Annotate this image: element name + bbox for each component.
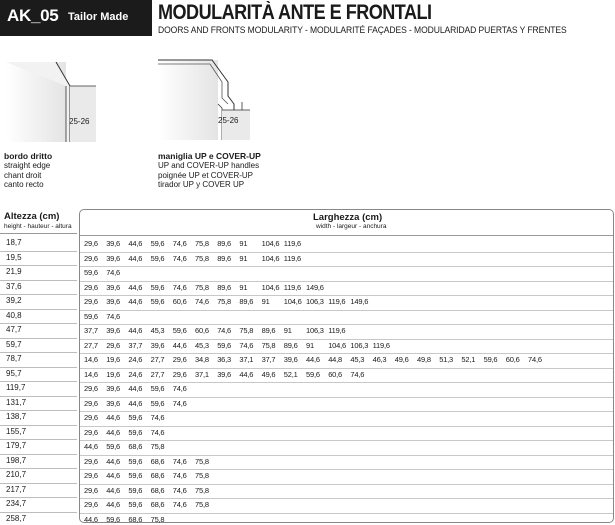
width-value: 44,6 — [106, 500, 120, 509]
width-value: 74,6 — [528, 355, 542, 364]
width-value: 49,6 — [261, 369, 276, 379]
width-value: 59,6 — [128, 413, 143, 422]
width-panel — [79, 209, 614, 523]
width-value: 24,6 — [128, 369, 143, 379]
width-value: 59,6 — [128, 427, 143, 437]
width-value: 44,6 — [128, 384, 143, 393]
width-value: 44,6 — [106, 485, 120, 495]
width-row-divider — [80, 455, 613, 456]
width-value: 149,6 — [350, 297, 369, 306]
width-value: 74,6 — [106, 311, 120, 321]
width-value: 60,6 — [505, 355, 520, 364]
width-value: 39,6 — [106, 253, 120, 263]
page-subtitle: DOORS AND FRONTS MODULARITY - MODULARITÉ FAÇADES - MODULARIDAD PUERTAS Y FRENTES — [158, 25, 567, 36]
width-row-divider — [80, 411, 613, 412]
width-value: 75,8 — [195, 239, 209, 248]
height-value: 210,7 — [6, 470, 27, 479]
width-value: 59,6 — [128, 471, 143, 480]
width-value: 74,6 — [195, 297, 209, 306]
width-value: 74,6 — [172, 253, 187, 263]
width-value: 39,6 — [106, 398, 120, 408]
width-value: 29,6 — [172, 355, 187, 364]
width-value: 39,6 — [106, 297, 120, 306]
width-value: 39,6 — [106, 239, 120, 248]
width-row-divider — [80, 310, 613, 311]
width-value: 149,6 — [306, 282, 324, 292]
height-value: 59,7 — [6, 339, 22, 349]
handle-profile-en: UP and COVER-UP handles — [158, 161, 260, 171]
width-value: 39,6 — [217, 369, 231, 379]
width-value: 29,6 — [106, 340, 120, 350]
width-value: 75,8 — [150, 442, 165, 451]
width-value: 39,6 — [283, 355, 298, 364]
handle-profile-fr: poignée UP et COVER-UP — [158, 170, 254, 180]
width-value: 29,6 — [84, 282, 98, 292]
width-value: 27,7 — [150, 355, 165, 364]
width-value: 19,6 — [106, 355, 120, 364]
width-row-divider — [80, 440, 613, 441]
height-value: 37,6 — [6, 281, 22, 291]
height-value: 198,7 — [6, 455, 27, 465]
height-value: 258,7 — [6, 513, 27, 523]
width-value: 60,6 — [172, 297, 187, 306]
width-row-divider — [80, 324, 613, 325]
width-value: 106,3 — [350, 340, 369, 350]
height-value: 138,7 — [6, 412, 27, 421]
width-value: 27,7 — [150, 369, 165, 379]
width-value: 29,6 — [84, 500, 98, 509]
width-value: 44,6 — [84, 514, 98, 524]
handle-profile-dimension: 25-26 — [218, 116, 239, 125]
width-value: 52,1 — [461, 355, 476, 364]
width-value: 44,6 — [128, 398, 143, 408]
height-row-divider — [0, 280, 77, 281]
width-value: 29,6 — [84, 456, 98, 466]
width-value: 75,8 — [195, 500, 209, 509]
width-value: 39,6 — [150, 340, 165, 350]
width-value: 59,6 — [217, 340, 231, 350]
width-value: 119,6 — [328, 297, 346, 306]
width-value: 44,6 — [239, 369, 254, 379]
handle-profile-drawing — [156, 54, 254, 144]
width-value: 74,6 — [172, 398, 187, 408]
height-subtitle: height - hauteur - altura — [4, 223, 72, 230]
width-value: 106,3 — [306, 326, 324, 335]
width-value: 59,6 — [150, 282, 165, 292]
width-value: 39,6 — [106, 326, 120, 335]
width-value: 74,6 — [172, 456, 187, 466]
width-header-divider — [80, 235, 613, 236]
width-value: 37,7 — [84, 326, 98, 335]
width-value: 59,6 — [172, 326, 187, 335]
height-value: 21,9 — [6, 267, 22, 276]
width-value: 75,8 — [195, 485, 209, 495]
width-value: 29,6 — [84, 384, 98, 393]
height-row-divider — [0, 309, 77, 310]
width-value: 29,6 — [84, 297, 98, 306]
width-value: 59,6 — [84, 268, 98, 277]
straight-edge-figure — [4, 56, 100, 144]
width-value: 104,6 — [328, 340, 346, 350]
width-value: 59,6 — [150, 398, 165, 408]
width-value: 59,6 — [150, 297, 165, 306]
width-value: 37,7 — [261, 355, 276, 364]
straight-edge-title: bordo dritto — [4, 151, 53, 161]
width-value: 89,6 — [217, 253, 231, 263]
height-value: 217,7 — [6, 484, 27, 494]
width-row-divider — [80, 266, 613, 267]
width-value: 104,6 — [261, 282, 280, 292]
width-value: 119,6 — [372, 340, 390, 350]
height-row-divider — [0, 396, 77, 397]
width-value: 39,6 — [106, 384, 120, 393]
width-row-divider — [80, 397, 613, 398]
width-value: 51,3 — [439, 355, 453, 364]
width-value: 36,3 — [217, 355, 231, 364]
width-value: 74,6 — [172, 239, 187, 248]
width-value: 49,8 — [417, 355, 431, 364]
width-value: 91 — [239, 282, 248, 292]
width-value: 74,6 — [172, 500, 187, 509]
handle-profile-caption — [158, 152, 261, 190]
width-value: 59,6 — [150, 384, 165, 393]
width-value: 75,8 — [195, 456, 209, 466]
width-subtitle: width - largeur - anchura — [316, 223, 387, 230]
width-value: 59,6 — [150, 239, 165, 248]
height-row-divider — [0, 410, 77, 411]
width-value: 74,6 — [172, 471, 187, 480]
height-row-divider — [0, 497, 77, 498]
width-value: 45,3 — [195, 340, 209, 350]
height-value: 18,7 — [6, 238, 22, 247]
width-value: 74,6 — [150, 427, 165, 437]
straight-edge-dimension: 25-26 — [69, 117, 90, 126]
height-value: 39,2 — [6, 296, 22, 305]
width-value: 52,1 — [283, 369, 298, 379]
width-value: 29,6 — [172, 369, 187, 379]
width-value: 75,8 — [195, 282, 209, 292]
height-row-divider — [0, 265, 77, 266]
height-column — [0, 209, 77, 523]
width-value: 29,6 — [84, 253, 98, 263]
width-row-divider — [80, 353, 613, 354]
width-value: 59,6 — [84, 311, 98, 321]
width-value: 29,6 — [84, 485, 98, 495]
height-row-divider — [0, 251, 77, 252]
width-value: 91 — [239, 253, 248, 263]
width-value: 89,6 — [283, 340, 298, 350]
height-header — [0, 209, 77, 234]
width-value: 46,3 — [372, 355, 387, 364]
width-value: 75,8 — [261, 340, 276, 350]
width-value: 74,6 — [350, 369, 365, 379]
width-value: 45,3 — [150, 326, 165, 335]
width-value: 74,6 — [172, 485, 187, 495]
width-value: 104,6 — [261, 239, 280, 248]
width-value: 44,6 — [128, 253, 143, 263]
width-value: 19,6 — [106, 369, 120, 379]
width-value: 44,6 — [84, 442, 98, 451]
width-value: 59,6 — [483, 355, 498, 364]
height-row-divider — [0, 483, 77, 484]
height-row-divider — [0, 439, 77, 440]
width-value: 45,3 — [350, 355, 365, 364]
width-value: 119,6 — [283, 239, 302, 248]
width-title: Larghezza (cm) — [313, 212, 383, 223]
height-row-divider — [0, 454, 77, 455]
width-row-divider — [80, 281, 613, 282]
width-value: 68,6 — [128, 514, 143, 524]
width-value: 59,6 — [306, 369, 320, 379]
width-row-divider — [80, 498, 613, 499]
width-value: 44,6 — [128, 297, 143, 306]
width-row-divider — [80, 469, 613, 470]
width-value: 68,6 — [128, 442, 143, 451]
width-value: 29,6 — [84, 471, 98, 480]
width-value: 24,6 — [128, 355, 143, 364]
width-value: 44,6 — [128, 282, 143, 292]
width-row-divider — [80, 295, 613, 296]
width-row — [80, 515, 613, 525]
width-value: 29,6 — [84, 427, 98, 437]
width-row-divider — [80, 252, 613, 253]
width-value: 44,6 — [172, 340, 187, 350]
width-value: 14,6 — [84, 369, 98, 379]
width-value: 37,1 — [195, 369, 209, 379]
series-code: AK_05 — [7, 6, 59, 25]
height-value: 119,7 — [6, 383, 26, 392]
modularity-table — [0, 209, 615, 523]
width-value: 37,7 — [128, 340, 143, 350]
height-row-divider — [0, 367, 77, 368]
width-value: 68,6 — [150, 456, 165, 466]
straight-edge-caption — [4, 152, 52, 190]
width-value: 44,8 — [328, 355, 342, 364]
width-value: 68,6 — [150, 500, 165, 509]
width-value: 59,6 — [128, 456, 143, 466]
height-value: 155,7 — [6, 426, 27, 436]
width-value: 44,6 — [106, 413, 120, 422]
straight-edge-drawing — [4, 56, 100, 144]
width-value: 119,6 — [283, 253, 302, 263]
width-value: 37,1 — [239, 355, 254, 364]
height-value: 95,7 — [6, 368, 22, 378]
height-row-divider — [0, 512, 77, 513]
height-value: 131,7 — [6, 397, 27, 407]
width-value: 68,6 — [150, 471, 165, 480]
width-value: 74,6 — [172, 282, 187, 292]
width-value: 104,6 — [283, 297, 302, 306]
width-value: 89,6 — [239, 297, 254, 306]
width-value: 27,7 — [84, 340, 98, 350]
width-value: 39,6 — [106, 282, 120, 292]
width-value: 60,6 — [328, 369, 342, 379]
handle-profile-title: maniglia UP e COVER-UP — [158, 151, 261, 161]
height-value: 19,5 — [6, 252, 22, 262]
width-value: 14,6 — [84, 355, 98, 364]
width-value: 44,6 — [106, 471, 120, 480]
width-row-divider — [80, 513, 613, 514]
width-value: 89,6 — [217, 239, 231, 248]
width-row-divider — [80, 484, 613, 485]
height-value: 47,7 — [6, 325, 22, 334]
height-row-divider — [0, 425, 77, 426]
straight-edge-en: straight edge — [4, 161, 51, 171]
width-value: 75,8 — [239, 326, 254, 335]
height-row-divider — [0, 381, 77, 382]
width-value: 75,8 — [195, 253, 209, 263]
width-value: 44,6 — [306, 355, 320, 364]
width-value: 29,6 — [84, 398, 98, 408]
height-value: 234,7 — [6, 499, 27, 508]
width-value: 74,6 — [239, 340, 254, 350]
height-row-divider — [0, 294, 77, 295]
width-row-divider — [80, 368, 613, 369]
width-value: 104,6 — [261, 253, 280, 263]
straight-edge-fr: chant droit — [4, 170, 42, 180]
width-row-divider — [80, 426, 613, 427]
width-value: 75,8 — [150, 514, 165, 524]
page-title: MODULARITÀ ANTE E FRONTALI — [158, 1, 432, 24]
straight-edge-es: canto recto — [4, 180, 44, 190]
width-value: 74,6 — [172, 384, 187, 393]
height-value: 40,8 — [6, 310, 22, 320]
width-value: 89,6 — [261, 326, 276, 335]
width-value: 59,6 — [150, 253, 165, 263]
width-value: 60,6 — [195, 326, 209, 335]
width-value: 34,8 — [195, 355, 209, 364]
width-value: 44,6 — [106, 427, 120, 437]
series-badge — [0, 0, 152, 36]
width-value: 106,3 — [306, 297, 324, 306]
height-title: Altezza (cm) — [4, 211, 60, 222]
width-value: 59,6 — [128, 485, 143, 495]
width-value: 49,6 — [394, 355, 409, 364]
width-value: 74,6 — [150, 413, 165, 422]
width-value: 29,6 — [84, 239, 98, 248]
width-value: 68,6 — [150, 485, 165, 495]
width-row-divider — [80, 339, 613, 340]
series-tag: Tailor Made — [68, 11, 129, 23]
width-row-divider — [80, 382, 613, 383]
width-value: 59,6 — [106, 442, 120, 451]
width-value: 91 — [306, 340, 314, 350]
height-value: 179,7 — [6, 441, 27, 450]
width-value: 75,8 — [195, 471, 209, 480]
height-row-divider — [0, 352, 77, 353]
width-value: 74,6 — [106, 268, 120, 277]
width-value: 59,6 — [128, 500, 143, 509]
height-value: 78,7 — [6, 354, 22, 363]
width-value: 75,8 — [217, 297, 231, 306]
handle-profile-figure — [156, 54, 254, 144]
height-row-divider — [0, 338, 77, 339]
height-row-divider — [0, 323, 77, 324]
width-value: 91 — [261, 297, 270, 306]
width-value: 74,6 — [217, 326, 231, 335]
width-value: 91 — [239, 239, 248, 248]
width-value: 91 — [283, 326, 292, 335]
width-value: 44,6 — [128, 326, 143, 335]
width-value: 29,6 — [84, 413, 98, 422]
handle-profile-es: tirador UP y COVER UP — [158, 180, 245, 190]
width-value: 119,6 — [328, 326, 346, 335]
height-row-divider — [0, 468, 77, 469]
width-value: 59,6 — [106, 514, 120, 524]
width-value: 44,6 — [128, 239, 143, 248]
width-value: 119,6 — [283, 282, 302, 292]
width-value: 44,6 — [106, 456, 120, 466]
width-value: 89,6 — [217, 282, 231, 292]
